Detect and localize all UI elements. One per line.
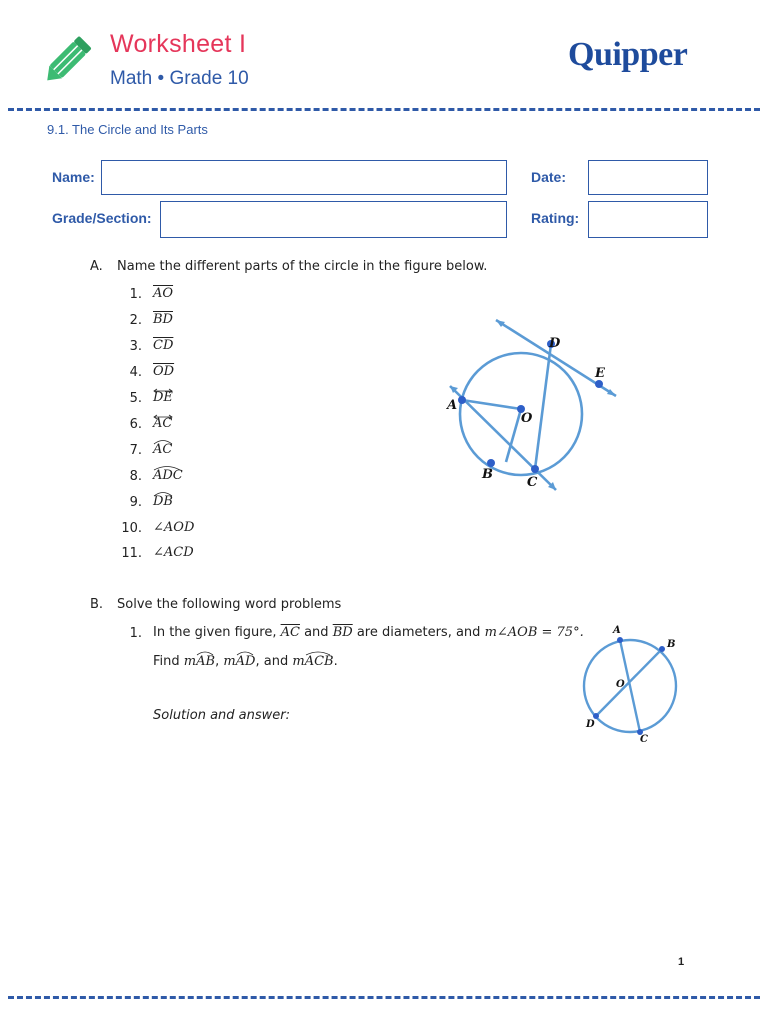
item-number: 10. (121, 521, 142, 536)
item-segment-cd: $\overline{CD}$ (153, 338, 174, 353)
item-angle-aod: ∠AOD (153, 520, 195, 535)
arc-mark-icon (153, 490, 173, 497)
item-number: 4. (129, 365, 142, 380)
item-number: 7. (129, 443, 142, 458)
problem-line-1 (153, 625, 584, 640)
pencil-icon (42, 26, 102, 88)
item-arc-ac (153, 442, 172, 457)
item-number: 8. (129, 469, 142, 484)
item-line-de-text: DE (153, 390, 173, 405)
problem-text: are diameters, and (356, 625, 481, 640)
item-number: 9. (129, 495, 142, 510)
circle-figure-a (440, 312, 630, 492)
measure-m: m (223, 654, 236, 669)
name-field[interactable] (101, 160, 507, 195)
figure-a-label-o: O (521, 411, 533, 426)
figure-b-label-d: D (586, 719, 595, 730)
worksheet-subtitle: Math • Grade 10 (110, 68, 249, 89)
item-angle-acd: ∠ACD (153, 545, 194, 560)
double-arrow-icon (153, 414, 173, 420)
figure-b-label-c: C (640, 734, 648, 744)
rating-label: Rating: (531, 210, 580, 226)
segment-ac: $\overline{AC}$ (280, 625, 300, 640)
figure-a-label-c: C (527, 475, 538, 490)
rating-field[interactable] (588, 201, 708, 238)
item-segment-ao: $\overline{AO}$ (153, 286, 174, 301)
part-b-letter: B. (90, 597, 104, 612)
item-number: 6. (129, 417, 142, 432)
arc-mark-icon (305, 650, 331, 656)
date-field[interactable] (588, 160, 708, 195)
item-arc-db-text: DB (153, 494, 173, 509)
angle-value: m∠AOB = 75°. (484, 625, 584, 640)
item-arc-db (153, 494, 173, 509)
arc-ad (236, 654, 256, 669)
circle-figure-b (578, 620, 682, 744)
item-number: 5. (129, 391, 142, 406)
bottom-divider (8, 996, 760, 999)
item-arc-adc (153, 468, 183, 483)
section-title: 9.1. The Circle and Its Parts (47, 122, 208, 137)
problem-line-2 (153, 654, 338, 669)
item-number: 3. (129, 339, 142, 354)
arc-mark-icon (236, 650, 254, 656)
item-segment-od: $\overline{OD}$ (153, 364, 175, 379)
item-number: 2. (129, 313, 142, 328)
arc-ab (196, 654, 215, 669)
figure-a-label-e: E (595, 366, 605, 381)
measure-m: m (292, 654, 305, 669)
arc-acb (305, 654, 334, 669)
item-line-ac (153, 416, 172, 431)
and-text: , and (255, 654, 289, 669)
period: . (333, 654, 338, 669)
worksheet-title: Worksheet I (110, 30, 247, 58)
arc-mark-icon (196, 650, 214, 656)
part-a-letter: A. (90, 259, 103, 274)
brand-logo: Quipper (568, 36, 688, 73)
arc-acb-text: ACB (304, 654, 334, 669)
problem-text: In the given figure, (153, 625, 277, 640)
solution-label: Solution and answer: (153, 708, 291, 723)
arc-mark-icon (153, 464, 181, 471)
segment-bd: $\overline{BD}$ (332, 625, 353, 640)
item-arc-ac-text: AC (153, 442, 173, 457)
top-divider (8, 108, 760, 111)
find-text: Find (153, 654, 180, 669)
page-number: 1 (678, 956, 685, 968)
item-arc-adc-text: ADC (153, 468, 183, 483)
figure-b-label-b: B (667, 639, 676, 650)
item-line-ac-text: AC (153, 416, 173, 431)
figure-a-label-d: D (549, 336, 561, 351)
figure-b-label-o: O (616, 679, 625, 690)
item-segment-bd: $\overline{BD}$ (153, 312, 173, 327)
double-arrow-icon (153, 388, 173, 394)
name-label: Name: (52, 169, 95, 185)
comma: , (215, 654, 220, 669)
part-b-instruction: Solve the following word problems (117, 597, 342, 612)
item-number: 1. (129, 287, 142, 302)
arc-ab-text: AB (196, 654, 216, 669)
arc-mark-icon (153, 438, 173, 445)
measure-m: m (183, 654, 197, 669)
problem-text: and (304, 625, 329, 640)
grade-section-field[interactable] (160, 201, 507, 238)
problem-number: 1. (129, 626, 142, 641)
figure-a-label-b: B (482, 467, 493, 482)
grade-section-label: Grade/Section: (52, 210, 152, 226)
part-a-instruction: Name the different parts of the circle in the figure below. (117, 259, 488, 274)
item-line-de (153, 390, 173, 405)
figure-a-label-a: A (447, 398, 458, 413)
arc-ad-text: AD (235, 654, 256, 669)
item-number: 11. (121, 546, 142, 561)
date-label: Date: (531, 169, 567, 185)
figure-b-label-a: A (613, 625, 621, 636)
